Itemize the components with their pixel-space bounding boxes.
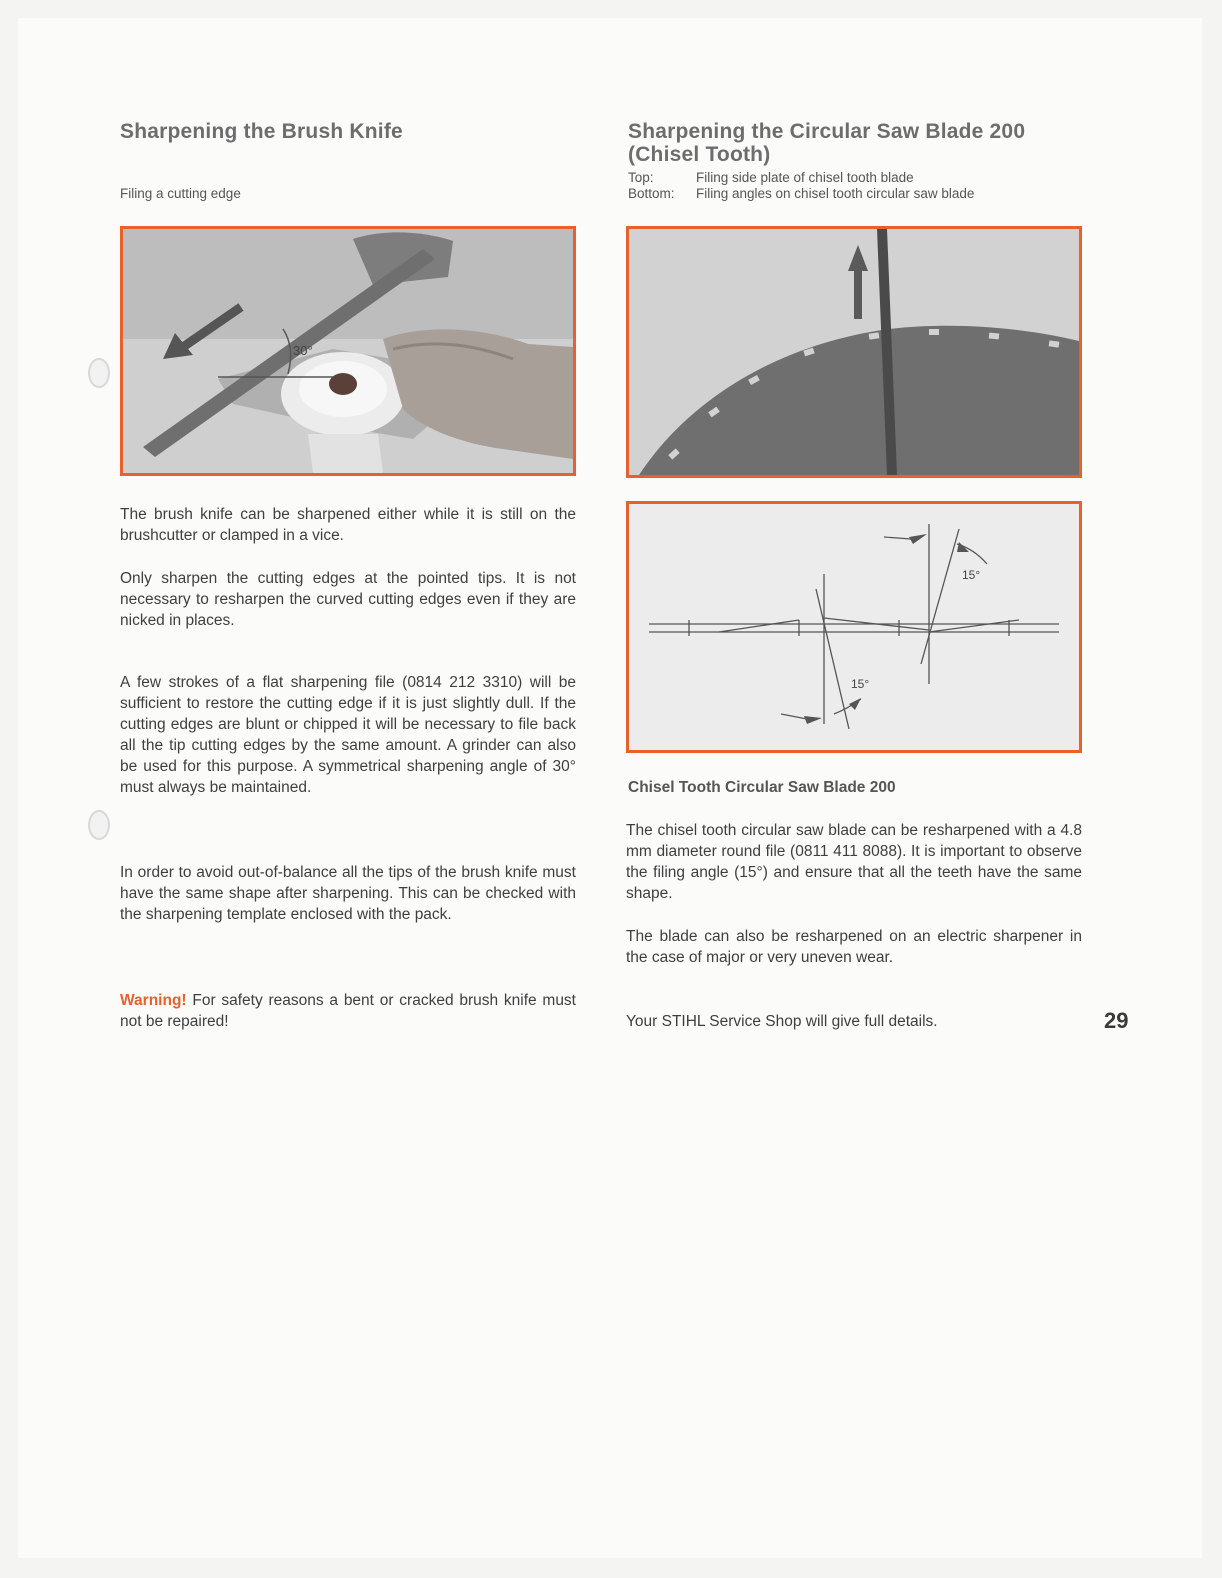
saw-blade-photo xyxy=(626,226,1082,478)
caption-row-bottom xyxy=(628,186,974,202)
brush-knife-paragraph-2: Only sharpen the cutting edges at the pointed tips. It is not necessary to resharpen the curved cutting edges even if they are nicked in places. xyxy=(120,570,576,629)
angle-15-top-label: 15° xyxy=(962,568,981,582)
angle-15-bottom-label: 15° xyxy=(851,677,870,691)
brush-knife-photo xyxy=(120,226,576,476)
saw-blade-illustration xyxy=(629,229,1079,475)
caption-key-top: Top: xyxy=(628,170,654,185)
warning-label: Warning! xyxy=(120,992,187,1009)
saw-blade-paragraph-2: The blade can also be resharpened on an electric sharpener in the case of major or very uneven wear. xyxy=(626,928,1082,966)
caption-key-bottom: Bottom: xyxy=(628,186,675,201)
punch-hole-bottom xyxy=(88,810,110,840)
saw-blade-paragraph-1: The chisel tooth circular saw blade can be resharpened with a 4.8 mm diameter round file (0811 411 8088). It is important to observe the filing angle (15°) and ensure that all the teeth have the same shape. xyxy=(626,822,1082,902)
brush-knife-caption: Filing a cutting edge xyxy=(120,186,241,201)
brush-knife-paragraph-3: A few strokes of a flat sharpening file (0814 212 3310) will be sufficient to restore the cutting edge if it is just slightly dull. If the cutting edges are blunt or chipped it will be necessary to file back all the tip cutting edges by the same amount. A grinder can also be used for this purpose. A symmetrical sharpening angle of 30° must always be maintained. xyxy=(120,674,576,796)
brush-knife-paragraph-4: In order to avoid out-of-balance all the tips of the brush knife must have the same shape after sharpening. This can be checked with the sharpening template enclosed with the pack. xyxy=(120,864,576,923)
saw-blade-paragraph-3: Your STIHL Service Shop will give full details. xyxy=(626,1013,938,1030)
saw-blade-captions xyxy=(628,170,974,202)
brush-knife-paragraph-1: The brush knife can be sharpened either while it is still on the brushcutter or clamped in a vice. xyxy=(120,506,576,544)
brush-knife-illustration xyxy=(123,229,573,473)
angle-30-label: 30° xyxy=(293,343,313,358)
filing-angle-drawing xyxy=(629,504,1079,750)
brush-knife-heading: Sharpening the Brush Knife xyxy=(120,120,403,143)
caption-row-top xyxy=(628,170,974,186)
warning-paragraph xyxy=(120,990,576,1032)
saw-blade-heading-line2: (Chisel Tooth) xyxy=(628,143,771,166)
filing-angle-diagram xyxy=(626,501,1082,753)
caption-value-top: Filing side plate of chisel tooth blade xyxy=(696,170,914,185)
caption-value-bottom: Filing angles on chisel tooth circular saw blade xyxy=(696,186,975,201)
chisel-tooth-subheading: Chisel Tooth Circular Saw Blade 200 xyxy=(628,779,896,796)
page-number: 29 xyxy=(1104,1008,1129,1033)
punch-hole-top xyxy=(88,358,110,388)
warning-text: For safety reasons a bent or cracked brush knife must not be repaired! xyxy=(120,992,576,1030)
saw-blade-heading-line1: Sharpening the Circular Saw Blade 200 xyxy=(628,120,1026,143)
saw-blade-heading xyxy=(628,120,1025,166)
